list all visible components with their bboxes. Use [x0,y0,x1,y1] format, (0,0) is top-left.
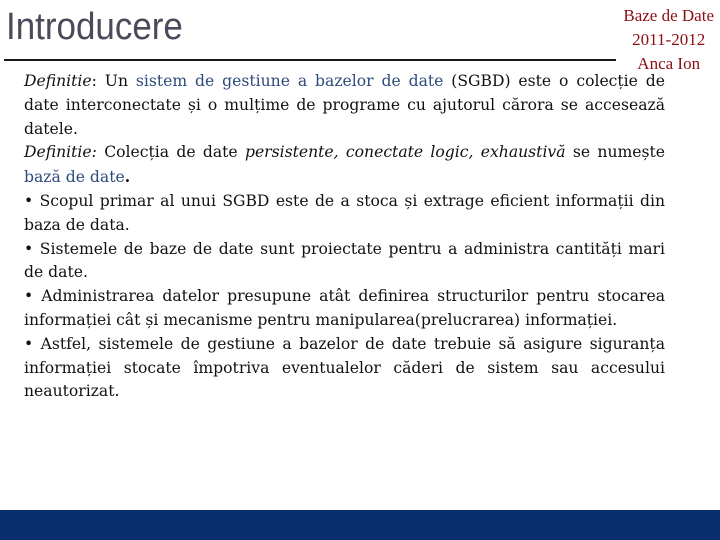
bullet-item: • Sistemele de baze de date sunt proiectate pentru a administra cantități mari de date. [24,239,665,282]
definition-database [24,141,665,190]
definition-text: se numește [565,143,665,162]
term-sgbd: sistem de gestiune a bazelor de date [135,72,444,90]
title-divider [4,59,616,61]
course-name: Baze de Date [623,6,714,25]
definition-period: . [124,167,131,187]
definition-emphasis: persistente, conectate logic, exhaustivă [244,143,566,162]
definition-sgbd [24,70,665,141]
footer-bar [0,510,720,540]
course-info [623,4,714,76]
slide-body [24,70,665,404]
definition-label: Definitie: [24,143,97,162]
definition-text: Colecția de date [96,143,245,162]
definition-text: (SGBD) este o colecție de date interconectate și o mulțime de programe cu ajutorul cărora se accesează datele. [24,72,665,138]
definition-colon: : Un [91,72,136,90]
course-years: 2011-2012 [632,30,706,49]
slide-title: Introducere [6,6,183,48]
bullet-item: • Administrarea datelor presupune atât definirea structurilor pentru stocarea informației cât și mecanisme pentru manipularea(prelucrarea) informației. [24,287,665,329]
bullet-item: • Astfel, sistemele de gestiune a bazelor de date trebuie să asigure siguranța informației stocate împotriva eventualelor căderi de sistem sau accesului neautorizat. [24,334,665,401]
bullet-item: • Scopul primar al unui SGBD este de a stoca și extrage eficient informații din baza de data. [24,191,665,234]
definition-label: Definitie [24,72,92,90]
course-author: Anca Ion [637,54,701,73]
term-baza-de-date: bază de date [24,168,125,187]
